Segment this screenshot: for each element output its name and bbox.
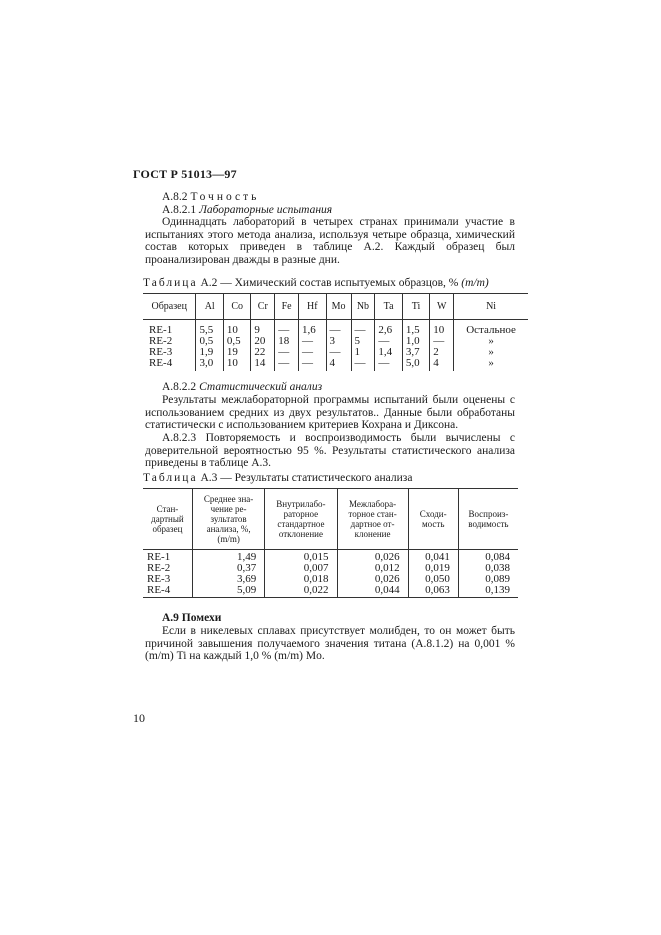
table-a3-cell: 1,49	[192, 550, 264, 564]
table-a2-cell: 2	[430, 347, 454, 358]
table-row	[143, 574, 518, 585]
table-a2-header-cell: Al	[196, 294, 223, 320]
table-a2	[143, 293, 528, 371]
table-row	[143, 320, 528, 337]
table-a3-cell: 0,019	[408, 563, 458, 574]
table-a2-header-cell: Ta	[375, 294, 402, 320]
table-a2-caption	[143, 277, 489, 289]
table-a2-cell: 3	[326, 336, 351, 347]
table-a3-header-cell: Среднее зна- чение ре- зультатов анализа, %, (m/m)	[192, 489, 264, 550]
page-number: 10	[133, 711, 145, 725]
table-a2-cell: »	[454, 358, 528, 371]
table-a3-cell: 0,026	[337, 550, 408, 564]
table-a2-header-cell: Co	[223, 294, 250, 320]
table-a3-cell: 0,007	[265, 563, 337, 574]
table-a2-cell: —	[375, 358, 402, 371]
table-a2-cell: —	[275, 347, 299, 358]
table-a2-cell: RE-1	[149, 324, 173, 336]
table-a2-cell: 3,7	[402, 347, 429, 358]
table-a2-cell: —	[326, 320, 351, 337]
table-a2-header-cell: Mo	[326, 294, 351, 320]
table-a2-cell: Остальное	[454, 320, 528, 337]
table-a2-cell: —	[275, 320, 299, 337]
table-row	[143, 563, 518, 574]
table-a2-cell: 1	[351, 347, 375, 358]
table-a3-cell: 0,044	[337, 585, 408, 598]
table-a2-header-cell: Ti	[402, 294, 429, 320]
section-a82-title	[162, 191, 259, 203]
document-header: ГОСТ Р 51013—97	[133, 167, 237, 181]
table-a2-header-cell: Nb	[351, 294, 375, 320]
subsection-a821-title	[162, 204, 332, 216]
paragraph-a822: Результаты межлабораторной программы испытаний были оценены с использованием средних из двух результатов.. Данные были обработаны статистически с использованием критериев Кохрана и Диксона.	[145, 394, 515, 432]
table-a2-cell: 19	[223, 347, 250, 358]
table-a2-cell: 20	[251, 336, 275, 347]
table-a2-cell: 2,6	[375, 320, 402, 337]
caption-prefix: Таблица	[143, 277, 198, 289]
table-a2-cell: 9	[251, 320, 275, 337]
table-a2-header-cell: Ni	[454, 294, 528, 320]
table-a2-cell: 0,5	[196, 336, 223, 347]
subsection-title: Лабораторные испытания	[199, 204, 333, 216]
section-number: А.8.2	[162, 191, 188, 203]
subsection-title: Статистический анализ	[199, 381, 323, 393]
table-a2-cell: 5,5	[196, 320, 223, 337]
table-a2-cell: —	[351, 358, 375, 371]
table-a2-cell: 10	[430, 320, 454, 337]
table-a2-cell: 1,4	[375, 347, 402, 358]
table-a3-cell: RE-1	[147, 551, 171, 563]
caption-prefix: Таблица	[143, 472, 198, 484]
subsection-number: А.8.2.2	[162, 381, 197, 393]
table-a3-cell: 0,038	[458, 563, 518, 574]
table-a2-cell: 22	[251, 347, 275, 358]
table-a2-cell: 0,5	[223, 336, 250, 347]
table-a2-cell: —	[351, 320, 375, 337]
table-a2-cell: —	[275, 358, 299, 371]
table-a3-cell: 0,37	[192, 563, 264, 574]
table-a2-cell: 10	[223, 358, 250, 371]
table-a2-cell: 1,5	[402, 320, 429, 337]
table-a3-cell: 0,026	[337, 574, 408, 585]
table-a3-cell: 0,063	[408, 585, 458, 598]
table-a2-cell: 14	[251, 358, 275, 371]
section-a9-title: А.9 Помехи	[162, 612, 222, 624]
table-a2-cell: RE-4	[149, 357, 173, 369]
table-row	[143, 585, 518, 598]
paragraph-text: Повторяемость и воспроизводимость были вычислены с доверительной вероятностью 95 %. Результаты статистического анализа приведены в таблице А.3.	[145, 432, 515, 470]
subsection-number: А.8.2.3	[162, 432, 197, 444]
table-a3-header-cell: Внутрилабо- раторное стандартное отклонение	[265, 489, 337, 550]
table-a2-cell: 4	[430, 358, 454, 371]
table-a2-header-cell: Fe	[275, 294, 299, 320]
table-a2-cell: —	[326, 347, 351, 358]
table-a3-cell: 0,022	[265, 585, 337, 598]
table-a2-cell: 1,0	[402, 336, 429, 347]
table-a2-cell: —	[375, 336, 402, 347]
table-a2-cell: 1,6	[299, 320, 326, 337]
paragraph-a821: Одиннадцать лабораторий в четырех странах принимали участие в испытаниях этого метода анализа, используя четыре образца, химический состав которых приведен в таблице А.2. Каждый образец был проанализирован дважды в разные дни.	[145, 216, 515, 266]
table-a3-cell: RE-3	[147, 573, 171, 585]
table-a3-cell: 0,015	[265, 550, 337, 564]
caption-text: А.2 — Химический состав испытуемых образцов, %	[200, 277, 459, 289]
caption-unit: (m/m)	[461, 277, 489, 289]
table-a3-cell: RE-4	[143, 585, 192, 598]
table-a2-cell: RE-3	[149, 346, 173, 358]
paragraph-a823	[145, 432, 515, 470]
table-a3-header-cell: Стан- дартный образец	[143, 489, 192, 550]
table-a3-cell: 0,012	[337, 563, 408, 574]
table-a2-header-cell: Образец	[143, 294, 196, 320]
table-a2-cell: 4	[326, 358, 351, 371]
table-a3-header-cell: Воспроиз- водимость	[458, 489, 518, 550]
section-title: Точность	[190, 191, 260, 203]
table-a2-cell: »	[454, 347, 528, 358]
table-a2-cell: RE-2	[149, 335, 173, 347]
table-a3-cell: 3,69	[192, 574, 264, 585]
table-a3-cell: 0,018	[265, 574, 337, 585]
subsection-a822-title	[162, 381, 322, 393]
table-a3-cell: 5,09	[192, 585, 264, 598]
table-a2-cell: —	[430, 336, 454, 347]
table-a2-header-cell: W	[430, 294, 454, 320]
table-header-row	[143, 294, 528, 320]
table-a3-cell: 0,084	[458, 550, 518, 564]
table-a2-cell: 10	[223, 320, 250, 337]
table-header-row	[143, 489, 518, 550]
paragraph-a9: Если в никелевых сплавах присутствует молибден, то он может быть причиной завышения получаемого значения титана (А.8.1.2) на 0,001 % (m/m) Ti на каждый 1,0 % (m/m) Mo.	[145, 625, 515, 663]
table-a2-header-cell: Cr	[251, 294, 275, 320]
table-a3-header-cell: Межлабора- торное стан- дартное от- клонение	[337, 489, 408, 550]
table-a2-cell: »	[454, 336, 528, 347]
table-row	[143, 550, 518, 564]
table-a3	[143, 488, 518, 598]
table-a2-cell: 5,0	[402, 358, 429, 371]
table-a3-cell: 0,139	[458, 585, 518, 598]
table-a2-cell: 3,0	[196, 358, 223, 371]
table-a3-cell: RE-2	[147, 562, 171, 574]
table-a2-cell: 1,9	[196, 347, 223, 358]
subsection-number: А.8.2.1	[162, 204, 197, 216]
caption-text: А.3 — Результаты статистического анализа	[200, 472, 413, 484]
table-a3-cell: 0,089	[458, 574, 518, 585]
table-a3-cell: 0,050	[408, 574, 458, 585]
table-a2-cell: 18	[275, 336, 299, 347]
table-a2-cell: —	[299, 347, 326, 358]
table-a2-cell: 5	[351, 336, 375, 347]
table-a2-cell: —	[299, 336, 326, 347]
table-a2-header-cell: Hf	[299, 294, 326, 320]
table-a3-header-cell: Сходи- мость	[408, 489, 458, 550]
table-row	[143, 358, 528, 371]
table-a3-cell: 0,041	[408, 550, 458, 564]
table-a2-cell: —	[299, 358, 326, 371]
table-a3-caption	[143, 472, 412, 484]
